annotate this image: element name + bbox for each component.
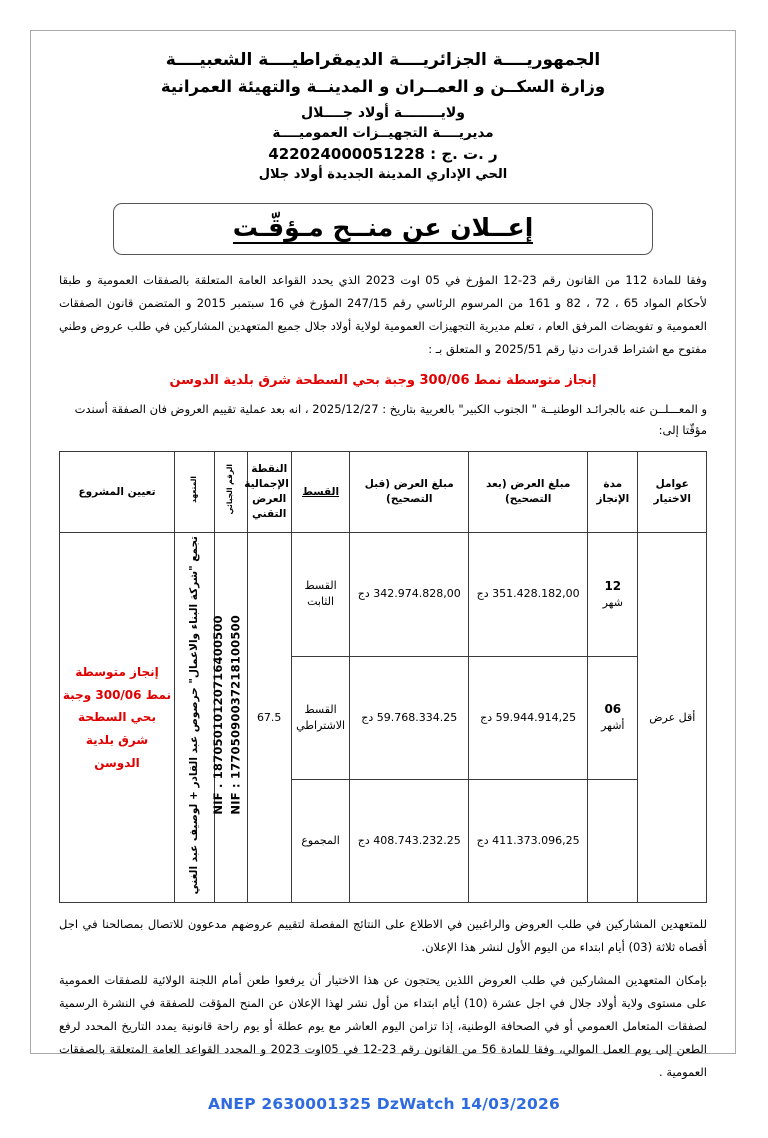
address-line: الحي الإداري المدينة الجديدة أولاد جلال (258, 166, 508, 182)
cell-amount-before-3: 408.743.232.25 دج (350, 779, 469, 902)
duration-number-1: 12 (604, 578, 622, 593)
duration-number-2: 06 (604, 702, 622, 717)
th-selection-factors: عوامل الاختيار (638, 452, 707, 533)
cell-project-designation (60, 533, 175, 903)
table-row (60, 533, 707, 656)
th-amount-after: مبلغ العرض (بعد التصحيح) (469, 452, 588, 533)
cell-amount-after-1: 351.428.182,00 دج (469, 533, 588, 656)
cell-lot-1: القسط الثابت (291, 533, 349, 656)
cell-amount-before-2: 59.768.334.25 دج (350, 656, 469, 779)
th-duration: مدة الإنجاز (588, 452, 638, 533)
duration-unit-2: أشهر (601, 719, 625, 733)
announcement-title-box (113, 203, 653, 255)
directorate-title: مديريــــة التجهيــزات العموميــــة (272, 125, 494, 142)
cell-duration-1 (588, 533, 638, 656)
wilaya-title: ولايــــــــة أولاد جــــلال (300, 105, 466, 122)
tax-number-values: NIF . 18705010120716400500 NIF : 17705090037218100500 (211, 615, 243, 816)
th-technical-score: النقطة الإجمالية العرض التقني (247, 452, 291, 533)
cell-tax-number (211, 533, 247, 903)
page-title: إعــلان عن منــح مـؤقّـت (233, 214, 534, 245)
duration-unit-1: شهر (602, 596, 623, 610)
th-contractor (175, 452, 215, 533)
intro-paragraph: وفقا للمادة 112 من القانون رقم 23-12 المؤرخ في 05 اوت 2023 الذي يحدد القواعد العامة المتعلقة بالصفقات العمومية و طبقا لأحكام المواد 65 ، 72 ، 82 و 161 من المرسوم الرئاسي رقم 247/15 المؤرخ في 16 سبتمبر 2015 و المتضمن قانون الصفقات العمومية و تفويضات المرفق العام ، تعلم مديرية التجهيزات العمومية لولاية أولاد جلال جميع المتعهدين المشاركين في طلب عروض وطني مفتوح مع اشتراط قدرات دنيا رقم 2025/51 و المتعلق بـ : (59, 273, 707, 357)
cell-technical-score: 67.5 (247, 533, 291, 903)
th-amount-before: مبلغ العرض (قبل التصحيح) (350, 452, 469, 533)
cell-duration-2 (588, 656, 638, 779)
th-tax-number-label: الرقم الجبائي (225, 464, 235, 515)
cell-selection-factors: أقل عرض (638, 533, 707, 903)
cell-lot-2: القسط الاشتراطي (291, 656, 349, 779)
republic-title: الجمهوريــــة الجزائريــــة الديمقراطيــــة الشعبيــــة (165, 50, 601, 70)
cell-amount-before-1: 342.974.828,00 دج (350, 533, 469, 656)
results-table (59, 451, 707, 903)
document-page (30, 30, 736, 1080)
table-header-row (60, 452, 707, 533)
cell-lot-3: المجموع (291, 779, 349, 902)
ministry-title: وزارة السكــن و العمــران و المدينــة والتهيئة العمرانية (160, 76, 606, 96)
note-paragraph-1: للمتعهدين المشاركين في طلب العروض والراغبين في الاطلاع على النتائج المفصلة لتقييم عروضهم مدعوون للاتصال بمصالحنا في اجل أقصاه ثلاثة (03) أيام ابتداء من اليوم الأول لنشر هذا الإعلان. (59, 917, 707, 955)
masthead (59, 49, 707, 183)
cell-contractor (175, 533, 215, 903)
publication-paragraph: و المعـــلــن عنه بالجرائـد الوطنيــة " الجنوب الكبير" بالعربية بتاريخ : 2025/12/27 ، انه بعد عملية تقييم العروض فان الصفقة أسندت (74, 402, 707, 417)
project-value: إنجاز متوسطة نمط 300/06 وجبة بحي السطحة شرق بلدية الدوسن (62, 664, 172, 770)
project-subject-line: إنجاز متوسطة نمط 300/06 وجبة بحي السطحة شرق بلدية الدوسن (169, 373, 597, 389)
th-tax-number (215, 452, 247, 533)
cell-duration-3 (588, 779, 638, 902)
contractor-value: تجمع "شركة البناء والاعمال" حرصوص عبد القادر + لوصيف عبد الغني (187, 536, 200, 895)
th-lot: القسط (291, 452, 349, 533)
anep-footer: ANEP 2630001325 DzWatch 14/03/2026 (208, 1095, 560, 1113)
registration-number: ر .ت .ج : 422024000051228 (268, 145, 498, 164)
publication-tail: مؤقّتا إلى: (658, 423, 707, 438)
note-paragraph-2: بإمكان المتعهدين المشاركين في طلب العروض اللذين يحتجون عن هذا الاختيار أن يرفعوا طعن أمام اللجنة الولائية للصفقات العمومية على مستوى ولاية أولاد جلال في اجل عشرة (10) أيام ابتداء من أول نشر لهذا الإعلان عن المنح المؤقت للصفقة في النشرة الرسمية لصفقات المتعامل العمومي أو في الصحافة الوطنية، إذا تزامن اليوم العاشر مع يوم عطلة أو يوم راحة قانونية يمدد التاريخ المحدد لرفع الطعن إلى يوم العمل الموالي، وفقا للمادة 56 من القانون رقم 23-12 في 05اوت 2023 و المحدد القواعد العامة المتعلقة بالصفقات العمومية . (59, 973, 707, 1080)
th-contractor-label: المتعهد (189, 476, 199, 503)
cell-amount-after-3: 411.373.096,25 دج (469, 779, 588, 902)
th-project-designation: تعيين المشروع (60, 452, 175, 533)
cell-amount-after-2: 59.944.914,25 دج (469, 656, 588, 779)
